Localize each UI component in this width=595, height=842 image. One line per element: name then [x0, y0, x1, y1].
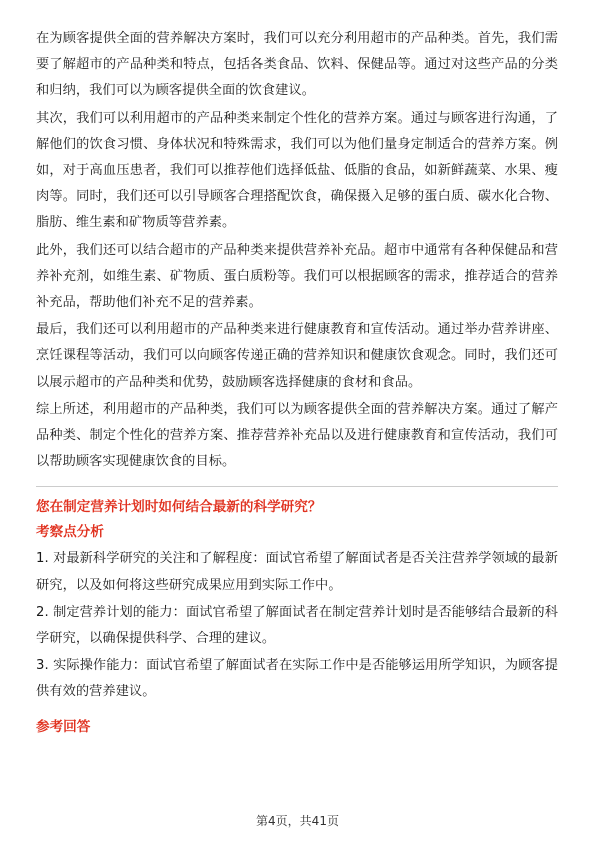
analysis-item-2: 2. 制定营养计划的能力：面试官希望了解面试者在制定营养计划时是否能够结合最新的科学研究，以确保提供科学、合理的建议。	[36, 604, 558, 647]
analysis-item-1: 1. 对最新科学研究的关注和了解程度：面试官希望了解面试者是否关注营养学领域的最新研究，以及如何将这些研究成果应用到实际工作中。	[36, 551, 558, 593]
body-paragraph-2: 其次，我们可以利用超市的产品种类来制定个性化的营养方案。通过与顾客进行沟通，了解他们的饮食习惯、身体状况和特殊需求，我们可以为他们量身定制适合的营养方案。例如，对于高血压患者，我们可以推荐他们选择低盐、低脂的食品，如新鲜蔬菜、水果、瘦肉等。同时，我们还可以引导顾客合理搭配饮食，确保摄入足够的蛋白质、碳水化合物、脂肪、维生素和矿物质等营养素。	[36, 110, 558, 231]
body-paragraph-4: 最后，我们还可以利用超市的产品种类来进行健康教育和宣传活动。通过举办营养讲座、烹饪课程等活动，我们可以向顾客传递正确的营养知识和健康饮食观念。同时，我们还可以展示超市的产品种类和优势，鼓励顾客选择健康的食材和食品。	[36, 322, 558, 390]
body-paragraph-5: 综上所述，利用超市的产品种类，我们可以为顾客提供全面的营养解决方案。通过了解产品种类、制定个性化的营养方案、推荐营养补充品以及进行健康教育和宣传活动，我们可以帮助顾客实现健康饮食的目标。	[36, 401, 558, 470]
analysis-heading: 考察点分析	[36, 524, 104, 541]
document-body	[36, 26, 558, 741]
section-divider	[36, 486, 558, 487]
answer-heading: 参考回答	[36, 718, 91, 735]
page-footer: 第4页，共41页	[256, 814, 339, 828]
analysis-item-3: 3. 实际操作能力：面试官希望了解面试者在实际工作中是否能够运用所学知识，为顾客提供有效的营养建议。	[36, 658, 558, 700]
body-paragraph-3: 此外，我们还可以结合超市的产品种类来提供营养补充品。超市中通常有各种保健品和营养补充剂，如维生素、矿物质、蛋白质粉等。我们可以根据顾客的需求，推荐适合的营养补充品，帮助他们补充不足的营养素。	[36, 242, 558, 311]
body-paragraph-1: 在为顾客提供全面的营养解决方案时，我们可以充分利用超市的产品种类。首先，我们需要了解超市的产品种类和特点，包括各类食品、饮料、保健品等。通过对这些产品的分类和归纳，我们可以为顾客提供全面的饮食建议。	[36, 31, 558, 99]
question-title: 您在制定营养计划时如何结合最新的科学研究？	[36, 499, 322, 516]
